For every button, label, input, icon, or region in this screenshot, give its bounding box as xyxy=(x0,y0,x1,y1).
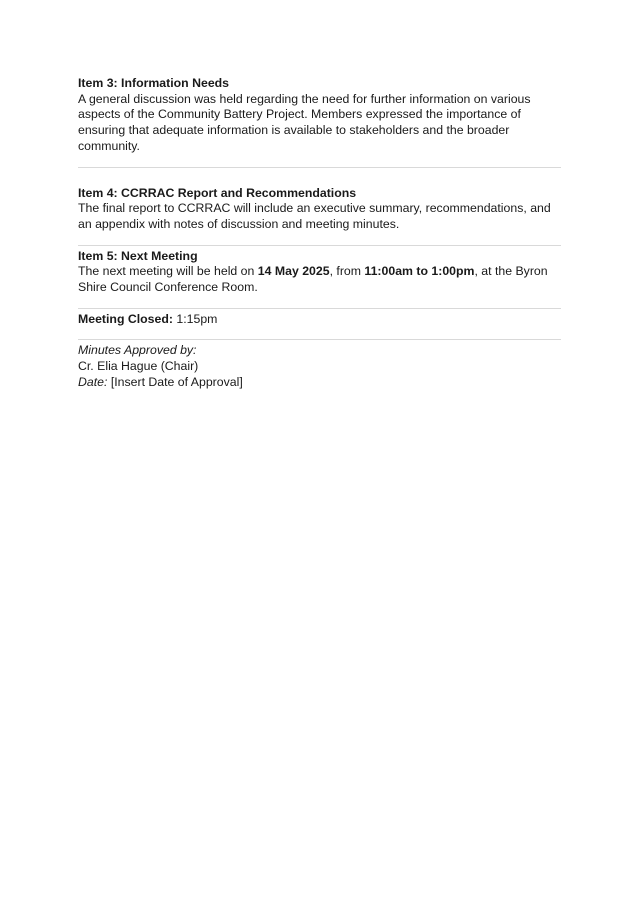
approval-date-label: Date: xyxy=(78,374,108,389)
minutes-page xyxy=(78,76,561,391)
next-meeting-date: 14 May 2025 xyxy=(257,264,330,279)
item-4-heading: Item 4: CCRRAC Report and Recommendations xyxy=(78,185,357,200)
section-divider xyxy=(78,245,561,246)
meeting-closed-section xyxy=(78,312,561,328)
approver-name: Cr. Elia Hague (Chair) xyxy=(78,359,199,374)
item-5-body xyxy=(78,264,561,295)
approval-date-line xyxy=(78,375,561,391)
meeting-closed-time: 1:15pm xyxy=(172,311,218,326)
meeting-closed-label: Meeting Closed: xyxy=(78,311,173,326)
section-divider xyxy=(78,339,561,340)
next-meeting-time: 11:00am to 1:00pm xyxy=(364,264,475,279)
approval-label: Minutes Approved by: xyxy=(78,343,197,358)
item-4-body: The final report to CCRRAC will include an executive summary, recommendations, and an appendix with notes of discussion and meeting minutes. xyxy=(78,201,551,231)
item-3-heading: Item 3: Information Needs xyxy=(78,76,230,90)
item-3-body: A general discussion was held regarding the need for further information on various aspects of the Community Battery Project. Members expressed the importance of ensuring that adequate information is available to stakeholders and the broader community. xyxy=(78,91,531,153)
approval-date-value: [Insert Date of Approval] xyxy=(107,374,243,389)
item-5-body-mid: , from xyxy=(329,264,365,279)
section-divider xyxy=(78,308,561,309)
item-5-section xyxy=(78,249,561,296)
item-3-section xyxy=(78,76,561,155)
item-5-heading: Item 5: Next Meeting xyxy=(78,248,198,263)
item-5-body-post: , at the Byron Shire Council Conference Room. xyxy=(78,264,548,295)
item-4-section xyxy=(78,186,561,233)
item-5-body-pre: The next meeting will be held on xyxy=(78,264,258,279)
approval-section xyxy=(78,343,561,390)
section-divider xyxy=(78,167,561,168)
meeting-closed-line xyxy=(78,312,561,328)
